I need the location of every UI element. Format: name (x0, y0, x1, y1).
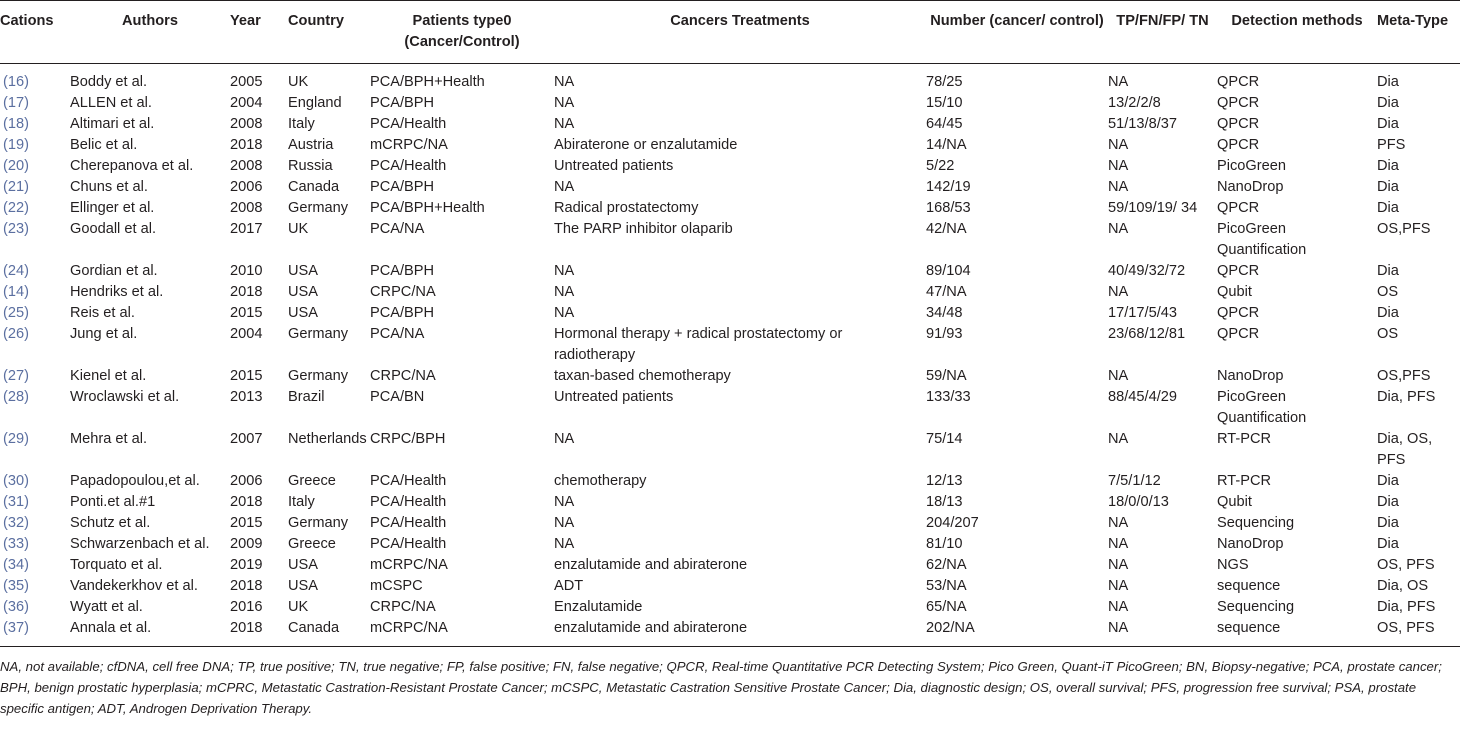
cell-country: Germany (288, 368, 349, 384)
cell-treatment: Hormonal therapy + radical prostatectomy or radiotherapy (554, 326, 843, 363)
cell-year: 2018 (230, 494, 263, 510)
table-body (0, 64, 1460, 647)
cell-year: 2018 (230, 578, 263, 594)
cell-patients-type: PCA/Health (370, 494, 447, 510)
cell-year: 2008 (230, 200, 263, 216)
header-tp-fn-fp-tn: TP/FN/FP/ TN (1108, 1, 1217, 64)
cell-detection-method: QPCR (1217, 116, 1260, 132)
cell-detection-method: Sequencing (1217, 599, 1295, 615)
cell-authors: Reis et al. (70, 305, 135, 321)
cell-treatment: chemotherapy (554, 473, 647, 489)
cell-authors: Kienel et al. (70, 368, 147, 384)
cell-year: 2005 (230, 74, 263, 90)
citation-link[interactable]: (29) (3, 431, 29, 447)
cell-treatment: Abiraterone or enzalutamide (554, 137, 738, 153)
cell-tp-fn-fp-tn: 7/5/1/12 (1108, 473, 1161, 489)
cell-detection-method: NGS (1217, 557, 1249, 573)
cell-detection-method: QPCR (1217, 74, 1260, 90)
table-row (0, 324, 1460, 366)
cell-authors: Gordian et al. (70, 263, 158, 279)
cell-year: 2018 (230, 618, 288, 647)
citation-link[interactable]: (19) (3, 137, 29, 153)
table-row (0, 303, 1460, 324)
cell-detection-method: RT-PCR (1217, 473, 1272, 489)
cell-country: USA (288, 557, 319, 573)
cell-authors: Chuns et al. (70, 179, 148, 195)
citation-link[interactable]: (26) (3, 326, 29, 342)
cell-patients-type: CRPC/NA (370, 284, 436, 300)
cell-patients-type: PCA/Health (370, 515, 447, 531)
table-row (0, 261, 1460, 282)
cell-detection-method: sequence (1217, 578, 1281, 594)
cell-patients-type: PCA/Health (370, 116, 447, 132)
cell-number: 81/10 (926, 536, 963, 552)
cell-country: Greece (288, 473, 336, 489)
citation-link[interactable]: (24) (3, 263, 29, 279)
cell-country: Germany (288, 515, 349, 531)
cell-treatment: The PARP inhibitor olaparib (554, 221, 733, 237)
cell-meta-type: Dia (1377, 116, 1399, 132)
cell-number: 89/104 (926, 263, 971, 279)
cell-treatment: NA (554, 431, 575, 447)
cell-tp-fn-fp-tn: NA (1108, 557, 1129, 573)
header-detection-methods: Detection methods (1217, 1, 1377, 64)
citation-link[interactable]: (33) (3, 536, 29, 552)
header-row (0, 1, 1460, 64)
cell-tp-fn-fp-tn: 13/2/2/8 (1108, 95, 1161, 111)
cell-country: Austria (288, 137, 334, 153)
citation-link[interactable]: (27) (3, 368, 29, 384)
cell-year: 2013 (230, 389, 263, 405)
cell-tp-fn-fp-tn: NA (1108, 158, 1129, 174)
cell-country: USA (288, 284, 319, 300)
cell-patients-type: PCA/BPH+Health (370, 74, 485, 90)
cell-meta-type: Dia (1377, 179, 1399, 195)
cell-detection-method: QPCR (1217, 326, 1260, 342)
cell-country: England (288, 95, 342, 111)
cell-authors: Annala et al. (70, 618, 230, 647)
cell-treatment: NA (554, 494, 575, 510)
citation-link[interactable]: (17) (3, 95, 29, 111)
table-row (0, 64, 1460, 94)
cell-country: Italy (288, 116, 315, 132)
cell-number: 62/NA (926, 557, 967, 573)
cell-country: UK (288, 221, 309, 237)
cell-meta-type: OS, PFS (1377, 618, 1460, 647)
cell-meta-type: Dia (1377, 536, 1399, 552)
cell-detection-method: QPCR (1217, 305, 1260, 321)
cell-number: 53/NA (926, 578, 967, 594)
cell-patients-type: mCSPC (370, 578, 423, 594)
cell-meta-type: Dia (1377, 158, 1399, 174)
header-number: Number (cancer/ control) (926, 1, 1108, 64)
cell-patients-type: PCA/Health (370, 473, 447, 489)
cell-number: 168/53 (926, 200, 971, 216)
cell-detection-method: Sequencing (1217, 515, 1295, 531)
cell-meta-type: Dia, PFS (1377, 599, 1436, 615)
cell-authors: Vandekerkhov et al. (70, 578, 198, 594)
cell-detection-method: PicoGreen (1217, 158, 1286, 174)
cell-authors: Schutz et al. (70, 515, 151, 531)
citation-link[interactable]: (30) (3, 473, 29, 489)
cell-year: 2015 (230, 305, 263, 321)
citation-link[interactable]: (34) (3, 557, 29, 573)
citation-link[interactable]: (16) (3, 74, 29, 90)
cell-treatment: NA (554, 284, 575, 300)
cell-treatment: NA (554, 305, 575, 321)
cell-meta-type: Dia, OS, PFS (1377, 431, 1433, 468)
cell-year: 2015 (230, 515, 263, 531)
cell-meta-type: OS,PFS (1377, 221, 1431, 237)
table-row (0, 135, 1460, 156)
cell-number: 42/NA (926, 221, 967, 237)
cell-number: 18/13 (926, 494, 963, 510)
cell-treatment: Enzalutamide (554, 599, 643, 615)
citation-link[interactable]: (18) (3, 116, 29, 132)
cell-authors: Torquato et al. (70, 557, 163, 573)
cell-meta-type: Dia (1377, 95, 1399, 111)
cell-detection-method: QPCR (1217, 263, 1260, 279)
cell-meta-type: OS (1377, 284, 1399, 300)
cell-detection-method: NanoDrop (1217, 368, 1284, 384)
cell-patients-type: PCA/BPH (370, 95, 435, 111)
cell-country: UK (288, 74, 309, 90)
citation-link[interactable]: (23) (3, 221, 29, 237)
cell-treatment: NA (554, 263, 575, 279)
cell-number: 15/10 (926, 95, 963, 111)
table-row (0, 492, 1460, 513)
cell-authors: Hendriks et al. (70, 284, 164, 300)
header-year: Year (230, 1, 288, 64)
cell-tp-fn-fp-tn: 18/0/0/13 (1108, 494, 1169, 510)
table-row (0, 282, 1460, 303)
cell-number: 34/48 (926, 305, 963, 321)
cell-authors: Jung et al. (70, 326, 138, 342)
cell-detection-method: PicoGreen Quantification (1217, 389, 1307, 426)
cell-country: Germany (288, 200, 349, 216)
cell-tp-fn-fp-tn: 17/17/5/43 (1108, 305, 1177, 321)
cell-number: 47/NA (926, 284, 967, 300)
cell-meta-type: Dia (1377, 305, 1399, 321)
cell-year: 2004 (230, 95, 263, 111)
table-row (0, 219, 1460, 261)
cell-detection-method: NanoDrop (1217, 536, 1284, 552)
table-row (0, 366, 1460, 387)
header-patients-type: Patients type0 (Cancer/Control) (370, 1, 554, 64)
cell-number: 59/NA (926, 368, 967, 384)
cell-tp-fn-fp-tn: NA (1108, 137, 1129, 153)
cell-country: Netherlands (288, 431, 367, 447)
cell-authors: Papadopoulou,et al. (70, 473, 200, 489)
cell-detection-method: NanoDrop (1217, 179, 1284, 195)
cell-detection-method: Qubit (1217, 494, 1252, 510)
cell-tp-fn-fp-tn: NA (1108, 618, 1217, 647)
cell-meta-type: OS (1377, 326, 1399, 342)
table-footnote: NA, not available; cfDNA, cell free DNA; TP, true positive; TN, true negative; FP, false positive; FN, false negative; QPCR, Real-time Quantitative PCR Detecting System; Pico Green, Quant-iT PicoGreen; BN, Biopsy-negative; PCA, prostate cancer; BPH, benign prostatic hyperplasia; mCPRC, Metastatic Castration-Resistant Prostate Cancer; mCSPC, Metastatic Castration Sensitive Prostate Cancer; Dia, diagnostic design; OS, overall survival; PFS, progression free survival; PSA, prostate specific antigen; ADT, Androgen Deprivation Therapy. (0, 659, 1442, 716)
cell-treatment: NA (554, 74, 575, 90)
cell-detection-method: RT-PCR (1217, 431, 1272, 447)
cell-year: 2018 (230, 284, 263, 300)
cell-number: 5/22 (926, 158, 955, 174)
header-cations: Cations (0, 1, 70, 64)
cell-tp-fn-fp-tn: NA (1108, 431, 1129, 447)
cell-country: Greece (288, 536, 336, 552)
cell-authors: Belic et al. (70, 137, 138, 153)
cell-patients-type: CRPC/NA (370, 599, 436, 615)
cell-number: 65/NA (926, 599, 967, 615)
table-row (0, 156, 1460, 177)
citation-link[interactable]: (35) (3, 578, 29, 594)
table-row (0, 177, 1460, 198)
cell-number: 142/19 (926, 179, 971, 195)
citation-link[interactable]: (37) (0, 618, 70, 647)
cell-meta-type: Dia (1377, 74, 1399, 90)
cell-country: Canada (288, 179, 340, 195)
cell-patients-type: PCA/NA (370, 326, 425, 342)
citation-link[interactable]: (28) (3, 389, 29, 405)
table-row (0, 513, 1460, 534)
cell-year: 2016 (230, 599, 263, 615)
cell-year: 2015 (230, 368, 263, 384)
cell-tp-fn-fp-tn: NA (1108, 578, 1129, 594)
cell-treatment: taxan-based chemotherapy (554, 368, 731, 384)
cell-detection-method: QPCR (1217, 95, 1260, 111)
cell-authors: Wyatt et al. (70, 599, 143, 615)
cell-patients-type: PCA/Health (370, 536, 447, 552)
cell-patients-type: mCRPC/NA (370, 137, 448, 153)
header-country: Country (288, 1, 370, 64)
cell-year: 2008 (230, 158, 263, 174)
cell-authors: ALLEN et al. (70, 95, 152, 111)
cell-tp-fn-fp-tn: NA (1108, 74, 1129, 90)
cell-treatment: ADT (554, 578, 584, 594)
table-row (0, 534, 1460, 555)
cell-treatment: NA (554, 515, 575, 531)
table-row (0, 387, 1460, 429)
citation-link[interactable]: (22) (3, 200, 29, 216)
header-authors: Authors (70, 1, 230, 64)
cell-authors: Cherepanova et al. (70, 158, 194, 174)
cell-tp-fn-fp-tn: 51/13/8/37 (1108, 116, 1177, 132)
cell-country: Canada (288, 618, 370, 647)
cell-treatment: NA (554, 95, 575, 111)
cell-year: 2018 (230, 137, 263, 153)
cell-tp-fn-fp-tn: NA (1108, 599, 1129, 615)
cell-tp-fn-fp-tn: 40/49/32/72 (1108, 263, 1186, 279)
cell-meta-type: OS, PFS (1377, 557, 1435, 573)
cell-number: 64/45 (926, 116, 963, 132)
cell-treatment: Radical prostatectomy (554, 200, 699, 216)
cell-treatment: Untreated patients (554, 158, 674, 174)
cell-tp-fn-fp-tn: 59/109/19/ 34 (1108, 200, 1198, 216)
cell-patients-type: PCA/NA (370, 221, 425, 237)
cell-number: 202/NA (926, 618, 1108, 647)
cell-year: 2006 (230, 179, 263, 195)
cell-country: USA (288, 578, 319, 594)
table-row (0, 555, 1460, 576)
cell-patients-type: mCRPC/NA (370, 557, 448, 573)
cell-year: 2009 (230, 536, 263, 552)
cell-authors: Ponti.et al.#1 (70, 494, 156, 510)
cell-patients-type: PCA/BN (370, 389, 425, 405)
cell-meta-type: Dia (1377, 200, 1399, 216)
cell-detection-method: PicoGreen Quantification (1217, 221, 1307, 258)
citation-link[interactable]: (21) (3, 179, 29, 195)
citation-link[interactable]: (32) (3, 515, 29, 531)
cell-treatment: NA (554, 116, 575, 132)
cell-detection-method: QPCR (1217, 200, 1260, 216)
table-row (0, 576, 1460, 597)
cell-detection-method: Qubit (1217, 284, 1252, 300)
cell-number: 133/33 (926, 389, 971, 405)
cell-country: UK (288, 599, 309, 615)
cell-authors: Mehra et al. (70, 431, 148, 447)
cell-patients-type: PCA/BPH (370, 263, 435, 279)
header-meta-type: Meta-Type (1377, 1, 1460, 64)
table-row (0, 618, 1460, 647)
cell-meta-type: PFS (1377, 137, 1406, 153)
cell-number: 14/NA (926, 137, 967, 153)
cell-treatment: NA (554, 179, 575, 195)
cell-number: 91/93 (926, 326, 963, 342)
cell-detection-method: sequence (1217, 618, 1377, 647)
table-row (0, 114, 1460, 135)
cell-patients-type: PCA/Health (370, 158, 447, 174)
cell-country: USA (288, 263, 319, 279)
citation-link[interactable]: (31) (3, 494, 29, 510)
cell-country: Brazil (288, 389, 325, 405)
cell-patients-type: PCA/BPH+Health (370, 200, 485, 216)
citation-link[interactable]: (20) (3, 158, 29, 174)
citation-link[interactable]: (14) (3, 284, 29, 300)
table-row (0, 93, 1460, 114)
cell-year: 2017 (230, 221, 263, 237)
cell-detection-method: QPCR (1217, 137, 1260, 153)
header-treatments: Cancers Treatments (554, 1, 926, 64)
table-header (0, 1, 1460, 64)
cell-country: Italy (288, 494, 315, 510)
cell-number: 204/207 (926, 515, 979, 531)
table-row (0, 471, 1460, 492)
cell-meta-type: OS,PFS (1377, 368, 1431, 384)
citation-link[interactable]: (25) (3, 305, 29, 321)
cell-tp-fn-fp-tn: NA (1108, 284, 1129, 300)
cell-treatment: NA (554, 536, 575, 552)
cell-meta-type: Dia (1377, 473, 1399, 489)
cell-tp-fn-fp-tn: NA (1108, 536, 1129, 552)
cell-tp-fn-fp-tn: NA (1108, 368, 1129, 384)
cell-number: 75/14 (926, 431, 963, 447)
cell-patients-type: mCRPC/NA (370, 618, 554, 647)
cell-country: Russia (288, 158, 333, 174)
table-row (0, 597, 1460, 618)
table-row (0, 198, 1460, 219)
cell-authors: Ellinger et al. (70, 200, 155, 216)
cell-patients-type: CRPC/BPH (370, 431, 446, 447)
cell-treatment: enzalutamide and abiraterone (554, 618, 926, 647)
cell-treatment: Untreated patients (554, 389, 674, 405)
cell-tp-fn-fp-tn: 23/68/12/81 (1108, 326, 1186, 342)
cell-meta-type: Dia (1377, 263, 1399, 279)
cell-patients-type: PCA/BPH (370, 305, 435, 321)
cell-year: 2006 (230, 473, 263, 489)
cell-treatment: enzalutamide and abiraterone (554, 557, 748, 573)
cell-authors: Wroclawski et al. (70, 389, 180, 405)
cell-authors: Schwarzenbach et al. (70, 536, 210, 552)
cell-country: Germany (288, 326, 349, 342)
cell-country: USA (288, 305, 319, 321)
cell-patients-type: CRPC/NA (370, 368, 436, 384)
cell-year: 2010 (230, 263, 263, 279)
cell-authors: Boddy et al. (70, 74, 148, 90)
cell-meta-type: Dia, OS (1377, 578, 1429, 594)
cell-meta-type: Dia (1377, 494, 1399, 510)
cell-number: 78/25 (926, 74, 963, 90)
cell-tp-fn-fp-tn: NA (1108, 179, 1129, 195)
table-row (0, 429, 1460, 471)
cell-authors: Altimari et al. (70, 116, 155, 132)
cell-meta-type: Dia (1377, 515, 1399, 531)
cell-tp-fn-fp-tn: NA (1108, 515, 1129, 531)
cell-authors: Goodall et al. (70, 221, 156, 237)
cell-year: 2019 (230, 557, 263, 573)
cell-tp-fn-fp-tn: NA (1108, 221, 1129, 237)
cell-year: 2004 (230, 326, 263, 342)
cell-patients-type: PCA/BPH (370, 179, 435, 195)
cell-meta-type: Dia, PFS (1377, 389, 1436, 405)
cell-year: 2008 (230, 116, 263, 132)
cell-year: 2007 (230, 431, 263, 447)
cell-tp-fn-fp-tn: 88/45/4/29 (1108, 389, 1177, 405)
citation-link[interactable]: (36) (3, 599, 29, 615)
cell-number: 12/13 (926, 473, 963, 489)
